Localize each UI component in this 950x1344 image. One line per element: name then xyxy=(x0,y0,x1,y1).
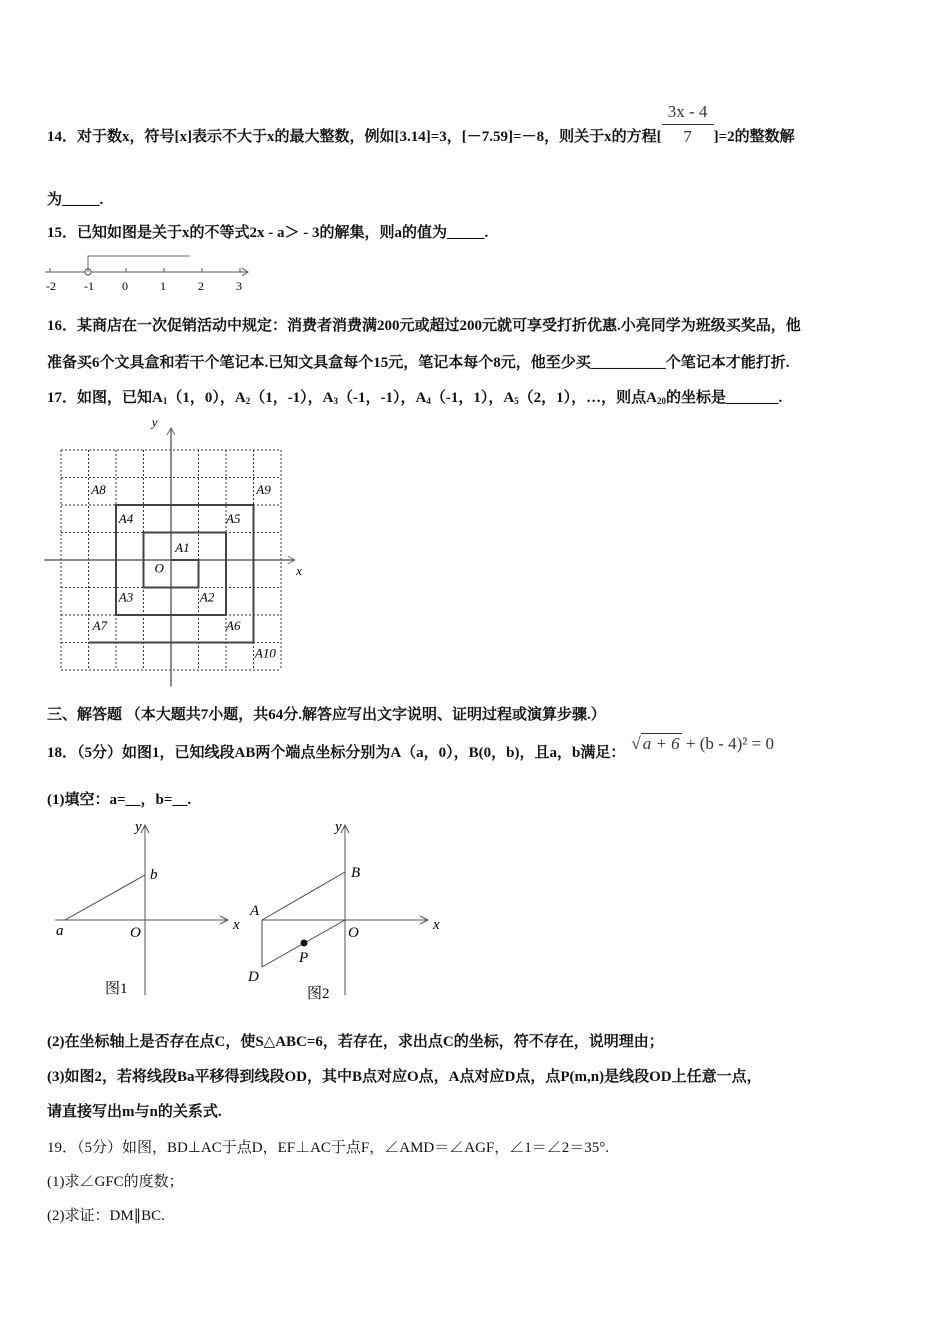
tick-label: 1 xyxy=(160,279,166,293)
label-a5: A5 xyxy=(226,510,241,526)
q14-fraction xyxy=(662,102,714,147)
label-b: b xyxy=(150,867,158,883)
q18-text: 18．（5分）如图1，已知线段AB两个端点坐标分别为A（a，0），B(0，b)，且a，b满足： xyxy=(47,745,626,761)
section-3-heading: 三、解答题 （本大题共7小题，共64分.解答应写出文字说明、证明过程或演算步骤.） xyxy=(47,707,606,723)
q17-part: （2，1），…，则点A xyxy=(518,390,658,406)
label-a4: A4 xyxy=(118,510,134,526)
label-a1: A1 xyxy=(175,539,190,555)
label-x: x xyxy=(296,563,302,579)
tick-label: 0 xyxy=(122,279,128,293)
number-line-figure xyxy=(40,250,260,298)
tick-label: -1 xyxy=(84,279,94,293)
subscript: 3 xyxy=(333,396,339,406)
figure-2 xyxy=(247,819,440,1002)
q14-text-end: ]=2的整数解 xyxy=(713,129,795,145)
q19-part2: (2)求证：DM∥BC. xyxy=(47,1208,165,1224)
segment-ab xyxy=(262,872,345,920)
figure-1 xyxy=(55,819,240,997)
q17-part: 的坐标是_______. xyxy=(666,390,783,406)
label-origin: O xyxy=(348,925,359,941)
q14-line2: 为_____. xyxy=(47,192,104,208)
fraction-numerator: 3x - 4 xyxy=(662,102,714,125)
label-y: y xyxy=(135,819,142,835)
q17-text xyxy=(47,388,782,411)
subscript: 4 xyxy=(426,396,431,406)
label-y: y xyxy=(151,415,158,430)
q17-part: （1，0），A xyxy=(167,390,246,406)
fraction-denominator: 7 xyxy=(683,127,692,146)
figure-caption: 图1 xyxy=(105,981,128,997)
q17-part: （1，-1），A xyxy=(250,390,334,406)
label-x: x xyxy=(233,917,240,933)
q17-part: 17．如图，已知A xyxy=(47,390,163,406)
label-P: P xyxy=(299,950,309,966)
label-D: D xyxy=(248,969,259,985)
label-origin: O xyxy=(130,925,141,941)
label-a2: A2 xyxy=(199,589,215,605)
label-a8: A8 xyxy=(91,482,106,497)
label-a3: A3 xyxy=(118,589,134,605)
solution-set-bracket xyxy=(88,256,190,269)
q15-text: 15．已知如图是关于x的不等式2x - a＞ - 3的解集，则a的值为_____. xyxy=(47,225,489,241)
subscript: 5 xyxy=(514,396,519,406)
q18-part3-line2: 请直接写出m与n的关系式. xyxy=(47,1104,222,1120)
label-B: B xyxy=(351,865,361,881)
figure-caption: 图2 xyxy=(307,986,330,1002)
q14-fraction-slot xyxy=(662,102,714,147)
q18-part2: (2)在坐标轴上是否存在点C，使S△ABC=6，若存在，求出点C的坐标，符不存在，说明理由； xyxy=(47,1034,664,1050)
q16-line1: 16．某商店在一次促销活动中规定：消费者消费满200元或超过200元就可享受打折优惠.小亮同学为班级买奖品，他 xyxy=(47,318,801,334)
q18-part3-line1: (3)如图2，若将线段Ba平移得到线段OD，其中B点对应O点，A点对应D点，点P(m,n)是线段OD上任意一点， xyxy=(47,1069,762,1085)
spiral-grid-figure xyxy=(40,415,310,695)
label-a9: A9 xyxy=(256,482,271,497)
sqrt-term: a + 6 xyxy=(642,734,680,753)
subscript: 1 xyxy=(162,396,168,406)
q18-figures xyxy=(40,815,460,1005)
segment-ab xyxy=(65,875,145,920)
label-a: a xyxy=(56,923,64,939)
label-a10: A10 xyxy=(254,645,276,661)
q18-part1: (1)填空：a=__，b=__. xyxy=(47,792,192,808)
subscript: 20 xyxy=(657,396,667,406)
q19-part1: (1)求∠GFC的度数； xyxy=(47,1174,184,1190)
q17-part: （-1，1），A xyxy=(430,390,515,406)
subscript: 2 xyxy=(245,396,251,406)
q18-line1 xyxy=(47,734,774,763)
q14-line1 xyxy=(47,102,795,147)
q18-equation: √ a + 6 + (b - 4)² = 0 xyxy=(631,734,774,753)
tick-label: 2 xyxy=(198,279,204,293)
tick-label: -2 xyxy=(46,279,56,293)
label-o: O xyxy=(154,560,164,576)
point-p xyxy=(301,940,308,947)
label-y: y xyxy=(335,819,342,835)
label-a6: A6 xyxy=(226,618,241,634)
square-term: + (b - 4)² = 0 xyxy=(681,734,774,753)
label-A: A xyxy=(250,903,260,919)
label-a7: A7 xyxy=(92,618,108,634)
label-x: x xyxy=(433,917,440,933)
tick-label: 3 xyxy=(236,279,242,293)
q17-part: （-1，-1），A xyxy=(338,390,427,406)
q16-line2: 准备买6个文具盒和若干个笔记本.已知文具盒每个15元，笔记本每个8元，他至少买__________个笔记本才能打折. xyxy=(47,355,790,371)
q19-line1: 19．（5分）如图，BD⊥AC于点D，EF⊥AC于点F，∠AMD＝∠AGF，∠1＝∠2＝35°. xyxy=(47,1140,610,1156)
q14-text: 14．对于数x，符号[x]表示不大于x的最大整数，例如[3.14]=3，[－7.59]=－8，则关于x的方程[ xyxy=(47,129,662,145)
